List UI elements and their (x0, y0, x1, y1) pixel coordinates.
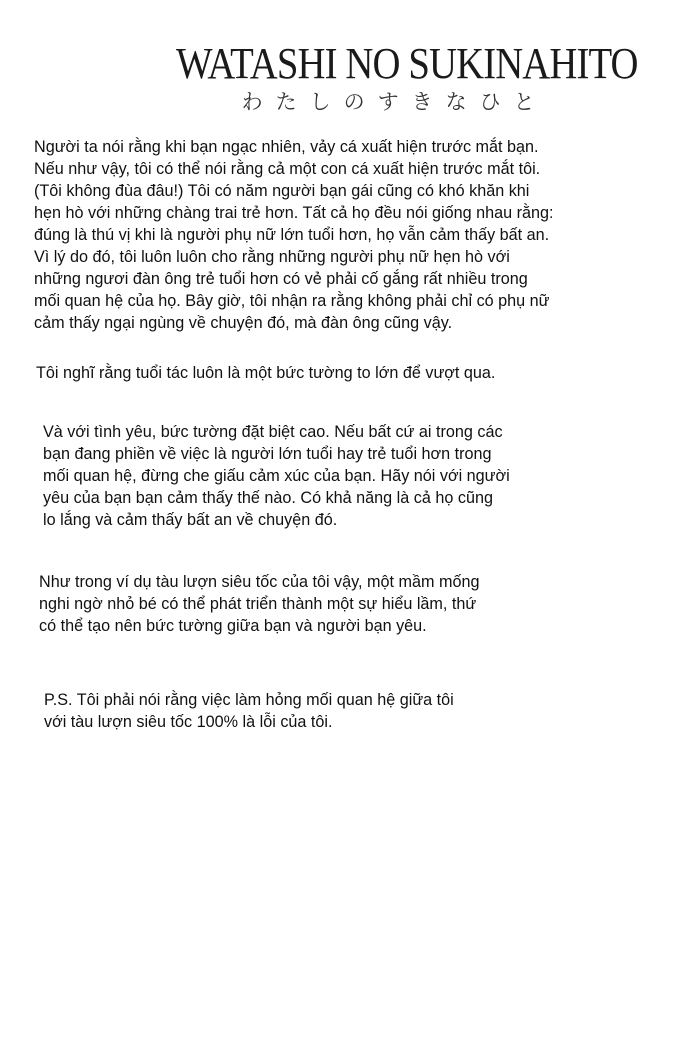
paragraph-intro: Người ta nói rằng khi bạn ngạc nhiên, vảy cá xuất hiện trước mắt bạn. Nếu như vậy, tôi có thể nói rằng cả một con cá xuất hiện trước mắt tôi. (Tôi không đùa đâu!) Tôi có năm người bạn gái cũng có khó khăn khi hẹn hò với những chàng trai trẻ hơn. Tất cả họ đều nói giống nhau rằng: đúng là thú vị khi là người phụ nữ lớn tuổi hơn, họ vẫn cảm thấy bất an. Vì lý do đó, tôi luôn luôn cho rằng những người phụ nữ hẹn hò với những ngươi đàn ông trẻ tuổi hơn có vẻ phải cố gắng rất nhiều trong mối quan hệ của họ. Bây giờ, tôi nhận ra rằng không phải chỉ có phụ nữ cảm thấy ngại ngùng về chuyện đó, mà đàn ông cũng vậy. (34, 138, 554, 332)
paragraph-age-wall: Tôi nghĩ rằng tuổi tác luôn là một bức tường to lớn để vượt qua. (36, 364, 496, 382)
paragraph-roller-coaster: Như trong ví dụ tàu lượn siêu tốc của tôi vậy, một mầm mống nghi ngờ nhỏ bé có thể phát triển thành một sự hiểu lầm, thứ có thể tạo nên bức tường giữa bạn và người bạn yêu. (39, 573, 480, 635)
paragraph-love-advice: Và với tình yêu, bức tường đặt biệt cao. Nếu bất cứ ai trong các bạn đang phiền về việc là người lớn tuổi hay trẻ tuổi hơn trong mối quan hệ, đừng che giấu cảm xúc của bạn. Hãy nói với người yêu của bạn bạn cảm thấy thế nào. Có khả năng là cả họ cũng lo lắng và cảm thấy bất an về chuyện đó. (43, 423, 510, 529)
page-subtitle: わたしのすきなひと (241, 90, 548, 114)
paragraph-postscript: P.S. Tôi phải nói rằng việc làm hỏng mối quan hệ giữa tôi với tàu lượn siêu tốc 100% là lỗi của tôi. (44, 691, 454, 731)
header (113, 40, 638, 116)
page-title: WATASHI NO SUKINAHITO (176, 39, 638, 88)
